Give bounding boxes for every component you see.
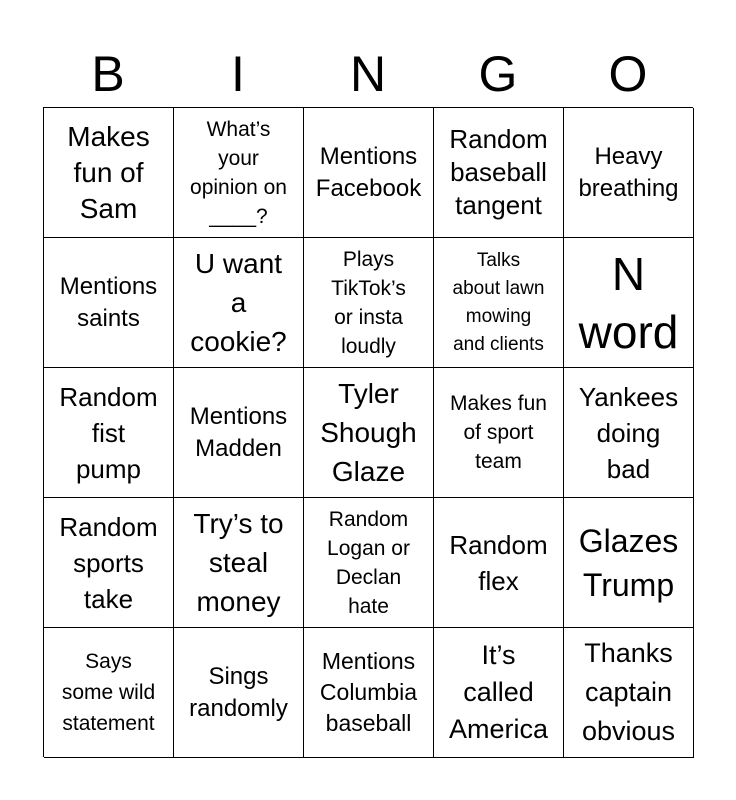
cell-text: U want a cookie? [190,248,287,357]
cell-text: Random Logan or Declan hate [327,507,410,618]
bingo-cell[interactable] [174,628,304,758]
cell-text: Tyler Shough Glaze [320,378,417,487]
cell-text: Random sports take [59,511,158,614]
cell-text: Mentions saints [59,272,158,332]
bingo-cell[interactable] [434,628,564,758]
bingo-grid [43,107,693,757]
cell-text: Random fist pump [59,381,158,484]
bingo-cell[interactable] [304,628,434,758]
header-letter-b: B [91,46,125,102]
cell-text: Glazes Trump [578,522,679,603]
bingo-cell[interactable] [44,628,174,758]
bingo-header [43,40,693,108]
cell-text: Random flex [449,529,548,596]
cell-text: Mentions Facebook [315,142,422,202]
cell-text: N word [578,247,679,358]
cell-text: Random baseball tangent [449,124,548,220]
cell-text: What’s your opinion on ____? [190,117,287,228]
bingo-cell[interactable] [564,238,694,368]
bingo-cell[interactable] [44,368,174,498]
bingo-cell[interactable] [304,108,434,238]
header-letter-i: I [231,46,245,102]
bingo-cell[interactable] [434,368,564,498]
cell-text: Makes fun of sport team [450,392,547,473]
bingo-cell[interactable] [434,238,564,368]
header-letter-n: N [349,46,387,102]
bingo-cell[interactable] [174,108,304,238]
cell-text: Mentions Columbia baseball [319,648,418,736]
bingo-cell[interactable] [304,238,434,368]
cell-text: Makes fun of Sam [67,120,150,224]
cell-text: Yankees doing bad [578,381,679,484]
bingo-cell[interactable] [564,368,694,498]
bingo-cell[interactable] [304,498,434,628]
bingo-cell[interactable] [564,628,694,758]
bingo-cell[interactable] [44,238,174,368]
cell-text: Try’s to steal money [193,508,284,617]
header-letter-o: O [608,46,648,102]
bingo-cell[interactable] [564,108,694,238]
bingo-cell[interactable] [174,368,304,498]
cell-text: Plays TikTok’s or insta loudly [331,247,406,358]
bingo-cell[interactable] [434,108,564,238]
cell-text: Heavy breathing [578,142,679,202]
cell-text: Says some wild statement [61,650,156,735]
header-letter-g: G [478,46,518,102]
cell-text: It’s called America [448,640,549,744]
cell-text: Talks about lawn mowing and clients [452,249,545,355]
bingo-cell[interactable] [44,498,174,628]
cell-text: Mentions Madden [189,402,288,462]
bingo-cell[interactable] [304,368,434,498]
cell-text: Sings randomly [189,662,288,722]
bingo-cell[interactable] [174,498,304,628]
bingo-cell[interactable] [174,238,304,368]
bingo-cell[interactable] [434,498,564,628]
cell-text: Thanks captain obvious [581,638,676,746]
bingo-cell[interactable] [564,498,694,628]
bingo-cell[interactable] [44,108,174,238]
